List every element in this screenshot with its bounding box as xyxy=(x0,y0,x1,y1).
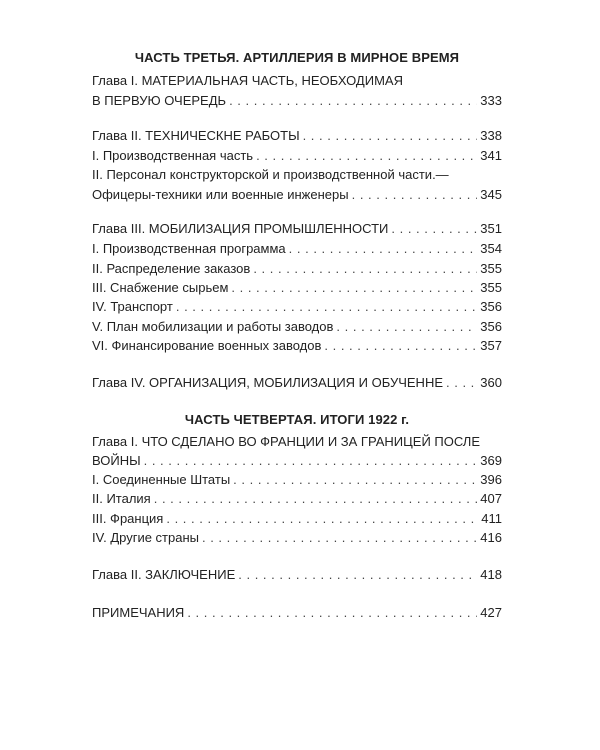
dot-leader xyxy=(256,147,477,165)
toc-entry-title: II. Распределение заказов xyxy=(92,261,251,276)
toc-ch3-s2-entry[interactable] xyxy=(92,260,502,278)
toc-p4-ch1-entry[interactable] xyxy=(92,452,502,470)
dot-leader xyxy=(336,318,477,336)
toc-ch2-s2-title-line1: II. Персонал конструкторской и производственной части.— xyxy=(92,167,449,182)
toc-entry-page: 338 xyxy=(480,128,502,143)
toc-entry-page: 341 xyxy=(480,148,502,163)
toc-entry-page: 411 xyxy=(481,511,502,526)
toc-ch1-entry[interactable] xyxy=(92,92,502,110)
toc-ch3-s3-entry[interactable] xyxy=(92,279,502,297)
toc-ch4-entry[interactable] xyxy=(92,374,502,392)
dot-leader xyxy=(446,374,477,392)
toc-entry-page: 351 xyxy=(480,221,502,236)
toc-entry-title: ВОЙНЫ xyxy=(92,453,141,468)
toc-entry-page: 355 xyxy=(480,261,502,276)
toc-entry-title: В ПЕРВУЮ ОЧЕРЕДЬ xyxy=(92,93,227,108)
dot-leader xyxy=(202,529,477,547)
toc-p4-ch1-s2-entry[interactable] xyxy=(92,490,502,508)
toc-entry-page: 357 xyxy=(480,338,502,353)
toc-ch2-s1-entry[interactable] xyxy=(92,147,502,165)
dot-leader xyxy=(289,240,478,258)
toc-entry-page: 416 xyxy=(480,530,502,545)
toc-entry-title: I. Производственная часть xyxy=(92,148,254,163)
toc-entry-title: I. Соединенные Штаты xyxy=(92,472,231,487)
toc-entry-title: VI. Финансирование военных заводов xyxy=(92,338,322,353)
toc-entry-title: III. Франция xyxy=(92,511,164,526)
toc-entry-page: 418 xyxy=(480,567,502,582)
toc-entry-page: 354 xyxy=(480,241,502,256)
dot-leader xyxy=(154,490,478,508)
dot-leader xyxy=(166,510,478,528)
toc-entry-page: 345 xyxy=(480,187,502,202)
toc-p4-ch1-title-line1: Глава I. ЧТО СДЕЛАНО ВО ФРАНЦИИ И ЗА ГРАНИЦЕЙ ПОСЛЕ xyxy=(92,434,481,449)
toc-ch3-s4-entry[interactable] xyxy=(92,298,502,316)
toc-ch3-s1-entry[interactable] xyxy=(92,240,502,258)
toc-entry-title: ПРИМЕЧАНИЯ xyxy=(92,605,185,620)
toc-ch2-entry[interactable] xyxy=(92,127,502,145)
dot-leader xyxy=(238,566,477,584)
dot-leader xyxy=(144,452,478,470)
toc-p4-ch2-entry[interactable] xyxy=(92,566,502,584)
toc-entry-title: III. Снабжение сырьем xyxy=(92,280,229,295)
dot-leader xyxy=(391,220,477,238)
toc-ch3-s6-entry[interactable] xyxy=(92,337,502,355)
part-four-title: ЧАСТЬ ЧЕТВЕРТАЯ. ИТОГИ 1922 г. xyxy=(184,412,410,427)
toc-entry-page: 360 xyxy=(480,375,502,390)
toc-p4-ch1-s1-entry[interactable] xyxy=(92,471,502,489)
toc-entry-page: 356 xyxy=(480,299,502,314)
part-three-title: ЧАСТЬ ТРЕТЬЯ. АРТИЛЛЕРИЯ В МИРНОЕ ВРЕМЯ xyxy=(134,50,460,65)
toc-entry-page: 396 xyxy=(480,472,502,487)
toc-ch1-title-line1: Глава I. МАТЕРИАЛЬНАЯ ЧАСТЬ, НЕОБХОДИМАЯ xyxy=(92,73,403,88)
dot-leader xyxy=(233,471,477,489)
toc-entry-page: 355 xyxy=(480,280,502,295)
dot-leader xyxy=(229,92,477,110)
toc-p4-ch1-s3-entry[interactable] xyxy=(92,510,502,528)
dot-leader xyxy=(352,186,478,204)
toc-p4-ch1-s4-entry[interactable] xyxy=(92,529,502,547)
toc-entry-title: II. Италия xyxy=(92,491,151,506)
toc-entry-title: IV. Другие страны xyxy=(92,530,199,545)
toc-entry-title: V. План мобилизации и работы заводов xyxy=(92,319,334,334)
dot-leader xyxy=(324,337,477,355)
dot-leader xyxy=(176,298,477,316)
toc-entry-title: Глава II. ТЕХНИЧЕСКНЕ РАБОТЫ xyxy=(92,128,300,143)
toc-entry-title: Офицеры-техники или военные инженеры xyxy=(92,187,349,202)
toc-entry-title: Глава II. ЗАКЛЮЧЕНИЕ xyxy=(92,567,236,582)
toc-entry-title: Глава III. МОБИЛИЗАЦИЯ ПРОМЫШЛЕННОСТИ xyxy=(92,221,389,236)
toc-entry-page: 427 xyxy=(480,605,502,620)
toc-entry-page: 333 xyxy=(480,93,502,108)
dot-leader xyxy=(231,279,477,297)
toc-entry-page: 407 xyxy=(480,491,502,506)
toc-ch2-s2-entry[interactable] xyxy=(92,186,502,204)
dot-leader xyxy=(303,127,478,145)
toc-entry-page: 356 xyxy=(480,319,502,334)
toc-notes-entry[interactable] xyxy=(92,604,502,622)
toc-ch3-s5-entry[interactable] xyxy=(92,318,502,336)
toc-entry-title: Глава IV. ОРГАНИЗАЦИЯ, МОБИЛИЗАЦИЯ И ОБУЧЕННЕ xyxy=(92,375,444,390)
toc-entry-title: I. Производственная программа xyxy=(92,241,286,256)
dot-leader xyxy=(187,604,477,622)
toc-ch3-entry[interactable] xyxy=(92,220,502,238)
toc-entry-title: IV. Транспорт xyxy=(92,299,173,314)
dot-leader xyxy=(253,260,477,278)
toc-entry-page: 369 xyxy=(480,453,502,468)
